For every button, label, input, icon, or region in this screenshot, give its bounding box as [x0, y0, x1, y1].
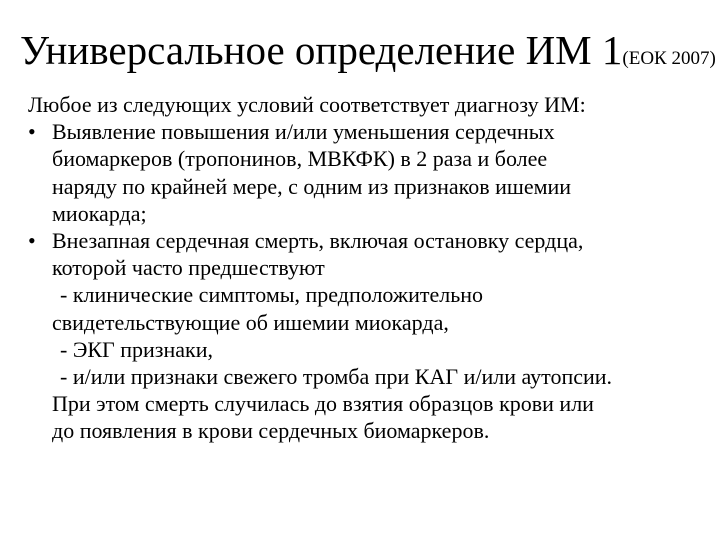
bullet2-subitem: - ЭКГ признаки,: [60, 336, 213, 362]
bullet1-line: биомаркеров (тропонинов, МВКФК) в 2 раза и более: [52, 146, 548, 172]
title-main: Универсальное определение ИМ 1: [20, 27, 623, 73]
bullet-icon: •: [28, 119, 36, 145]
intro-text: Любое из следующих условий соответствует диагнозу ИМ:: [28, 92, 586, 117]
bullet2-subitem: свидетельствующие об ишемии миокарда,: [52, 309, 449, 335]
bullet1-line: миокарда;: [52, 200, 147, 226]
bullet1-line: наряду по крайней мере, с одним из признаков ишемии: [52, 173, 572, 199]
bullet2-subitem: - и/или признаки свежего тромба при КАГ и/или аутопсии.: [60, 364, 613, 390]
bullet-item-1: [28, 118, 718, 227]
bullet1-line: Выявление повышения и/или уменьшения сердечных: [52, 119, 555, 145]
bullet2-line: Внезапная сердечная смерть, включая остановку сердца,: [52, 228, 584, 254]
bullet-item-2: [28, 227, 718, 445]
bullet2-subitem: - клинические симптомы, предположительно: [60, 282, 484, 308]
bullet2-closing: до появления в крови сердечных биомаркеров.: [52, 418, 490, 444]
bullet2-line: которой часто предшествуют: [52, 255, 325, 281]
bullet-icon: •: [28, 228, 36, 254]
title-source: (ЕОК 2007): [622, 48, 716, 69]
slide-body: [28, 91, 718, 445]
slide-title: [20, 26, 716, 83]
bullet2-closing: При этом смерть случилась до взятия образцов крови или: [52, 391, 594, 417]
